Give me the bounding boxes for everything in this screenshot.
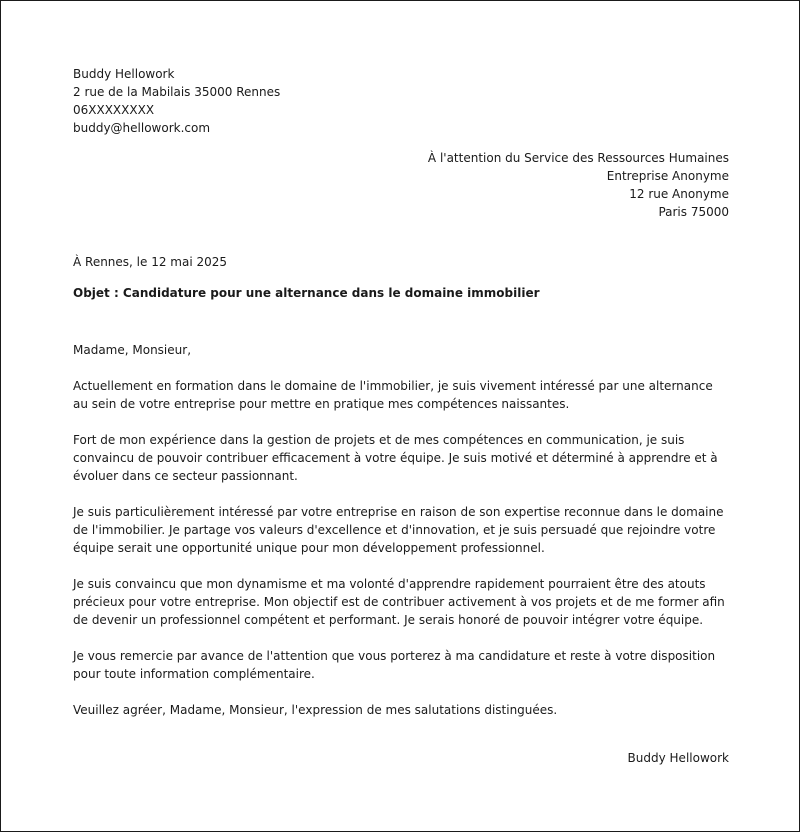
sender-phone: 06XXXXXXXX (73, 103, 155, 117)
body-paragraph: Actuellement en formation dans le domaine de l'immobilier, je suis vivement intéressé par une alternance au sein de votre entreprise pour mettre en pratique mes compétences naissantes. (73, 379, 713, 411)
sender-name: Buddy Hellowork (73, 67, 175, 81)
signature: Buddy Hellowork (627, 751, 729, 765)
body-paragraph: Je suis convaincu que mon dynamisme et ma volonté d'apprendre rapidement pourraient être des atouts précieux pour votre entreprise. Mon objectif est de contribuer activement à vos projets et de me former afin de devenir un professionnel compétent et performant. Je serais honoré de pouvoir intégrer votre équipe. (73, 577, 725, 627)
recipient-company: Entreprise Anonyme (606, 169, 729, 183)
sender-email: buddy@hellowork.com (73, 121, 211, 135)
letter-subject: Objet : Candidature pour une alternance dans le domaine immobilier (73, 286, 540, 300)
body-paragraph: Je suis particulièrement intéressé par votre entreprise en raison de son expertise reconnue dans le domaine de l'immobilier. Je partage vos valeurs d'excellence et d'innovation, et je suis persuadé que rejoindre votre équipe serait une opportunité unique pour mon développement professionnel. (73, 505, 724, 555)
recipient-street: 12 rue Anonyme (629, 187, 729, 201)
letter-body (73, 341, 729, 737)
salutation: Madame, Monsieur, (73, 343, 192, 357)
closing-formula: Veuillez agréer, Madame, Monsieur, l'expression de mes salutations distinguées. (73, 703, 558, 717)
recipient-block (73, 149, 729, 221)
sender-address: 2 rue de la Mabilais 35000 Rennes (73, 85, 281, 99)
body-paragraph: Je vous remercie par avance de l'attention que vous porterez à ma candidature et reste à votre disposition pour toute information complémentaire. (73, 649, 716, 681)
body-paragraph: Fort de mon expérience dans la gestion de projets et de mes compétences en communication, je suis convaincu de pouvoir contribuer efficacement à votre équipe. Je suis motivé et déterminé à apprendre et à évoluer dans ce secteur passionnant. (73, 433, 718, 483)
place-date: À Rennes, le 12 mai 2025 (73, 255, 228, 269)
sender-block (73, 65, 729, 137)
recipient-attention: À l'attention du Service des Ressources Humaines (427, 151, 729, 165)
recipient-city: Paris 75000 (658, 205, 729, 219)
